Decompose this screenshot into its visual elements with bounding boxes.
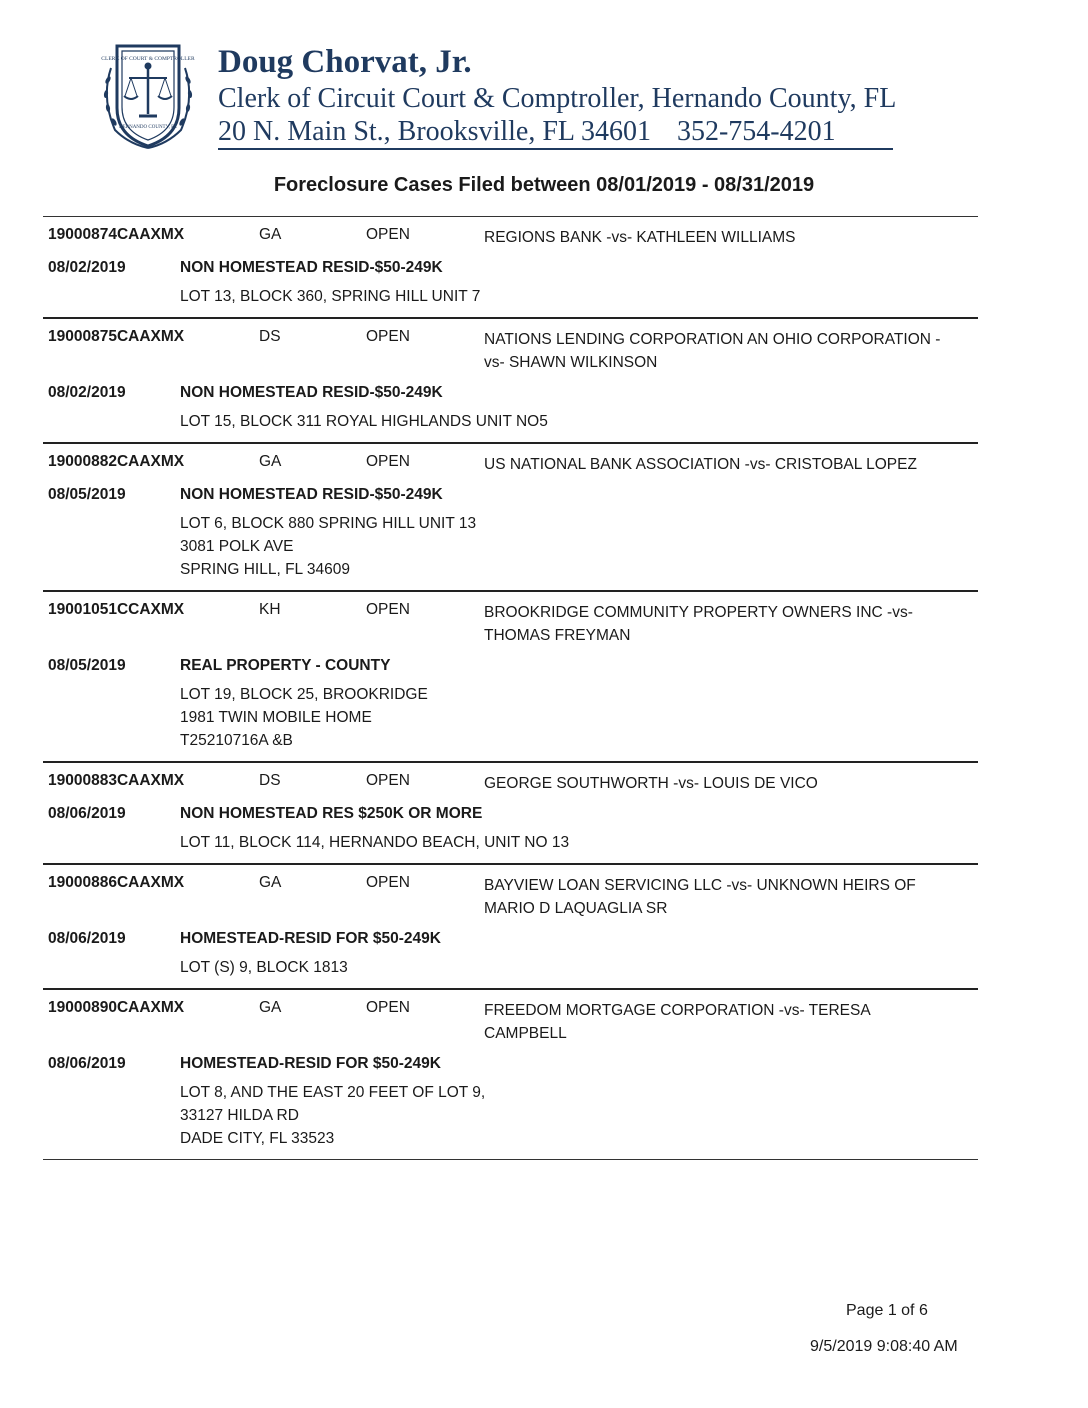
case-number: 19000883CAAXMX (48, 772, 185, 789)
legal-description-line: 33127 HILDA RD (180, 1107, 299, 1124)
legal-description-line: LOT 6, BLOCK 880 SPRING HILL UNIT 13 (180, 515, 477, 532)
judge-code: DS (259, 772, 281, 789)
legal-description-line: SPRING HILL, FL 34609 (180, 561, 351, 578)
clerk-name: Doug Chorvat, Jr. (218, 44, 472, 80)
case-entry (43, 444, 978, 592)
page-number: Page 1 of 6 (846, 1302, 928, 1319)
letterhead (95, 38, 905, 153)
legal-description-line: LOT 13, BLOCK 360, SPRING HILL UNIT 7 (180, 288, 481, 305)
case-type: NON HOMESTEAD RES $250K OR MORE (180, 805, 483, 822)
case-entry (43, 217, 978, 319)
case-parties: GEORGE SOUTHWORTH -vs- LOUIS DE VICO (484, 775, 818, 792)
clerk-seal-logo (95, 38, 201, 150)
case-number: 19000886CAAXMX (48, 874, 185, 891)
case-number: 19000882CAAXMX (48, 453, 185, 470)
legal-description-line: LOT 11, BLOCK 114, HERNANDO BEACH, UNIT NO 13 (180, 834, 570, 851)
case-status: OPEN (366, 453, 410, 470)
filed-date: 08/06/2019 (48, 1055, 126, 1072)
case-parties: BROOKRIDGE COMMUNITY PROPERTY OWNERS INC -vs- THOMAS FREYMAN (484, 604, 913, 644)
legal-description-line: LOT 8, AND THE EAST 20 FEET OF LOT 9, (180, 1084, 486, 1101)
case-entry (43, 865, 978, 990)
case-entry (43, 319, 978, 444)
judge-code: DS (259, 328, 281, 345)
legal-description-line: DADE CITY, FL 33523 (180, 1130, 335, 1147)
case-number: 19000890CAAXMX (48, 999, 185, 1016)
case-entry (43, 592, 978, 763)
case-status: OPEN (366, 226, 410, 243)
judge-code: GA (259, 874, 282, 891)
judge-code: GA (259, 999, 282, 1016)
case-number: 19001051CCAXMX (48, 601, 185, 618)
case-status: OPEN (366, 874, 410, 891)
clerk-address-line (218, 116, 836, 148)
legal-description (43, 1081, 485, 1150)
filed-date: 08/02/2019 (48, 384, 126, 401)
legal-description (43, 956, 348, 979)
filed-date: 08/05/2019 (48, 657, 126, 674)
case-entry (43, 990, 978, 1160)
case-status: OPEN (366, 772, 410, 789)
filed-date: 08/06/2019 (48, 930, 126, 947)
case-parties: REGIONS BANK -vs- KATHLEEN WILLIAMS (484, 229, 796, 246)
legal-description (43, 831, 569, 854)
legal-description (43, 512, 476, 581)
judge-code: GA (259, 226, 282, 243)
case-parties: NATIONS LENDING CORPORATION AN OHIO CORPORATION -vs- SHAWN WILKINSON (484, 331, 941, 371)
legal-description-line: LOT 15, BLOCK 311 ROYAL HIGHLANDS UNIT NO5 (180, 413, 548, 430)
legal-description-line: 1981 TWIN MOBILE HOME (180, 709, 372, 726)
legal-description-line: T25210716A &B (180, 732, 293, 749)
judge-code: GA (259, 453, 282, 470)
case-status: OPEN (366, 999, 410, 1016)
case-status: OPEN (366, 601, 410, 618)
case-status: OPEN (366, 328, 410, 345)
clerk-phone: 352-754-4201 (676, 116, 836, 147)
case-type: HOMESTEAD-RESID FOR $50-249K (180, 930, 441, 947)
filed-date: 08/06/2019 (48, 805, 126, 822)
legal-description-line: LOT 19, BLOCK 25, BROOKRIDGE (180, 686, 428, 703)
legal-description-line: 3081 POLK AVE (180, 538, 294, 555)
case-type: NON HOMESTEAD RESID-$50-249K (180, 486, 443, 503)
legal-description (43, 410, 548, 433)
legal-description (43, 683, 428, 752)
case-entry (43, 763, 978, 865)
case-parties: US NATIONAL BANK ASSOCIATION -vs- CRISTOBAL LOPEZ (484, 456, 917, 473)
print-timestamp: 9/5/2019 9:08:40 AM (810, 1338, 958, 1355)
header-divider (218, 148, 893, 150)
filed-date: 08/02/2019 (48, 259, 126, 276)
case-type: NON HOMESTEAD RESID-$50-249K (180, 384, 443, 401)
legal-description (43, 285, 480, 308)
judge-code: KH (259, 601, 281, 618)
svg-text:CLERK OF COURT & COMPTROLLER: CLERK OF COURT & COMPTROLLER (101, 56, 195, 62)
case-number: 19000874CAAXMX (48, 226, 185, 243)
case-parties: BAYVIEW LOAN SERVICING LLC -vs- UNKNOWN HEIRS OF MARIO D LAQUAGLIA SR (484, 877, 916, 917)
svg-text:HERNANDO COUNTY, FL: HERNANDO COUNTY, FL (119, 125, 177, 130)
case-type: NON HOMESTEAD RESID-$50-249K (180, 259, 443, 276)
report-title: Foreclosure Cases Filed between 08/01/2019 - 08/31/2019 (273, 174, 815, 196)
case-parties: FREEDOM MORTGAGE CORPORATION -vs- TERESA CAMPBELL (484, 1002, 870, 1042)
legal-description-line: LOT (S) 9, BLOCK 1813 (180, 959, 348, 976)
clerk-address: 20 N. Main St., Brooksville, FL 34601 (218, 116, 651, 147)
case-type: HOMESTEAD-RESID FOR $50-249K (180, 1055, 441, 1072)
case-type: REAL PROPERTY - COUNTY (180, 657, 391, 674)
case-number: 19000875CAAXMX (48, 328, 185, 345)
filed-date: 08/05/2019 (48, 486, 126, 503)
case-list (43, 216, 978, 1160)
clerk-title: Clerk of Circuit Court & Comptroller, Hernando County, FL (218, 83, 897, 114)
